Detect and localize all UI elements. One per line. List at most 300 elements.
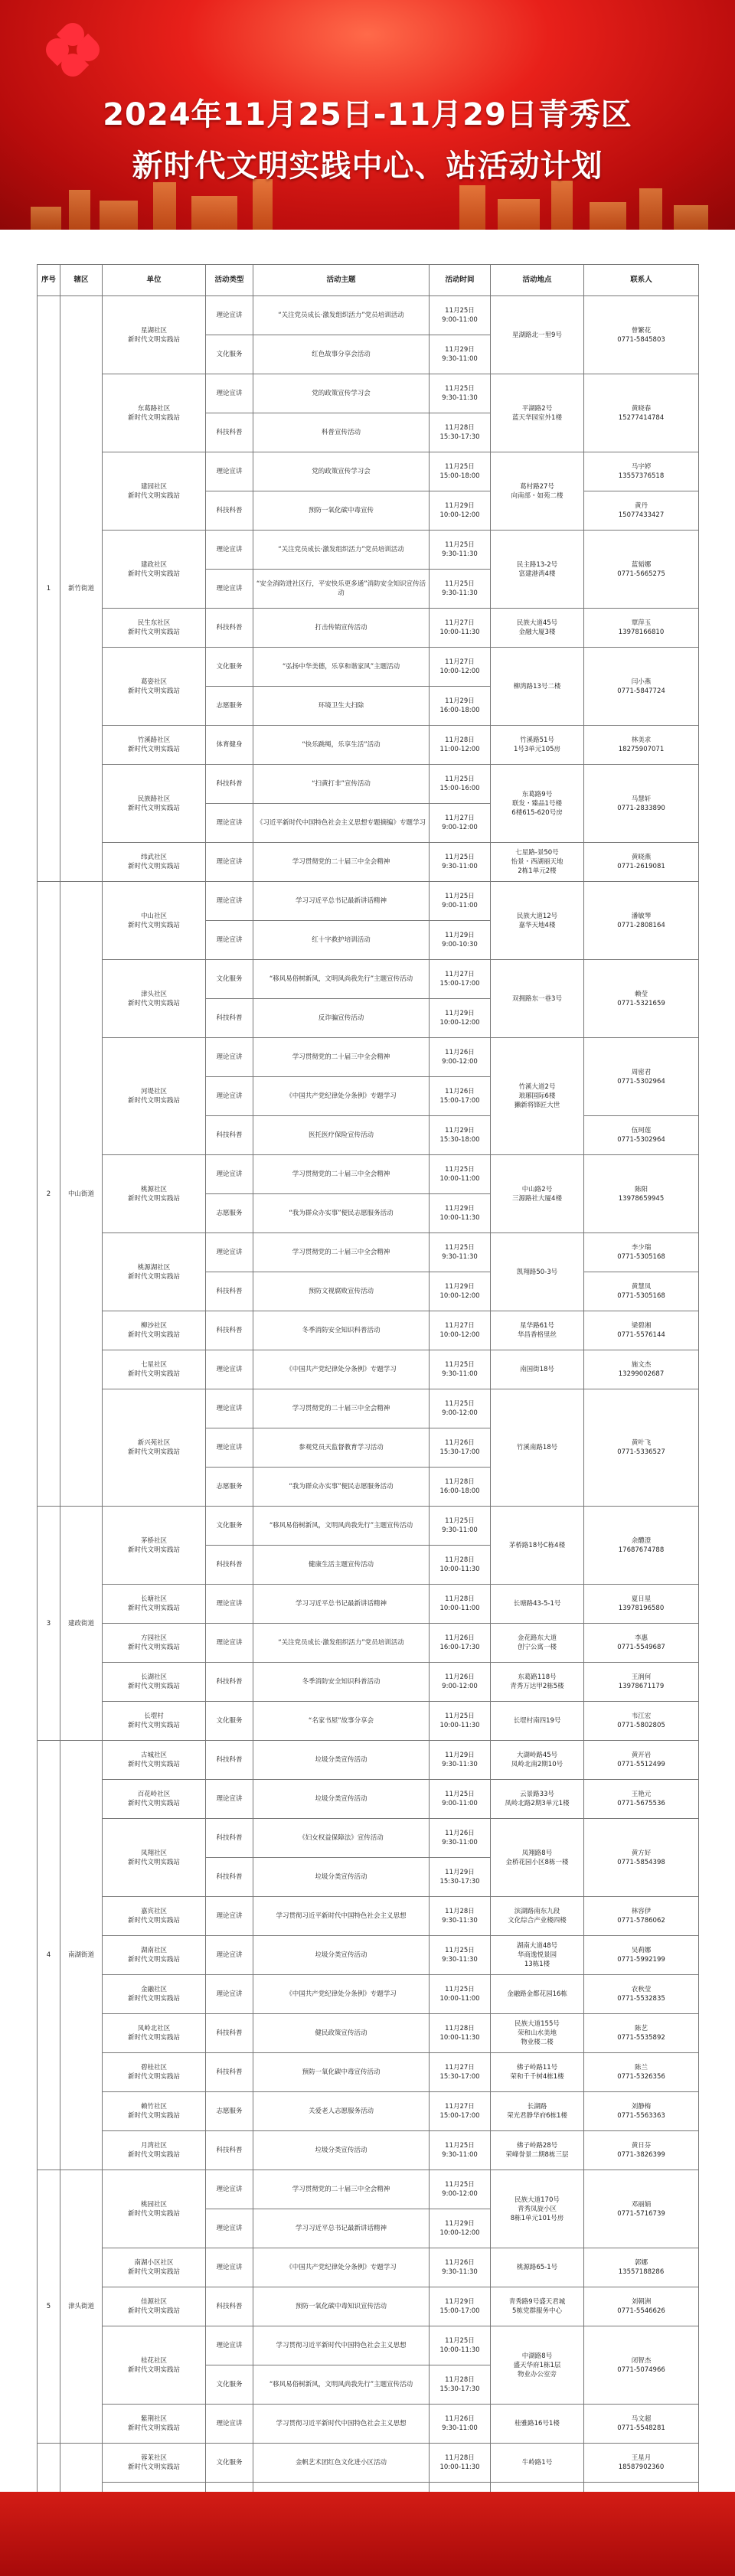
theme-cell: “移风易俗树新风，文明风尚我先行”主题宣传活动	[253, 2365, 430, 2405]
type-cell: 理论宣讲	[206, 531, 253, 570]
time-cell: 11月27日 15:30-17:00	[430, 2053, 491, 2092]
theme-cell: “扫黄打非”宣传活动	[253, 765, 430, 804]
theme-cell: 垃圾分类宣传活动	[253, 1936, 430, 1975]
theme-cell: 党的政策宣传学习会	[253, 452, 430, 491]
flower-logo-icon	[46, 23, 100, 77]
location-cell: 葛村路27号 向南部・如苑二楼	[491, 452, 584, 531]
type-cell: 科技科普	[206, 1663, 253, 1702]
contact-cell: 黄叶飞 0771-5336527	[584, 1389, 699, 1507]
time-cell: 11月29日 10:00-11:30	[430, 1194, 491, 1233]
theme-cell: 学习贯彻习近平新时代中国特色社会主义思想	[253, 1897, 430, 1936]
time-cell: 11月25日 9:00-11:00	[430, 1780, 491, 1819]
column-header: 联系人	[584, 265, 699, 296]
location-cell: 佛子岭路28号 荣峰誉景二期8栋三层	[491, 2131, 584, 2170]
unit-cell: 湖南社区 新时代文明实践站	[103, 1936, 206, 1975]
theme-cell: 学习习近平总书记最新讲话精神	[253, 2209, 430, 2248]
location-cell: 中山路2号 三源路社大厦4楼	[491, 1155, 584, 1233]
time-cell: 11月29日 9:00-10:30	[430, 921, 491, 960]
time-cell: 11月25日 9:30-11:00	[430, 1350, 491, 1389]
type-cell: 理论宣讲	[206, 1233, 253, 1272]
type-cell: 科技科普	[206, 1741, 253, 1780]
table-row	[38, 1389, 699, 1428]
theme-cell: 冬季消防安全知识科普活动	[253, 1311, 430, 1350]
time-cell: 11月28日 10:00-11:30	[430, 1546, 491, 1585]
time-cell: 11月28日 11:00-12:00	[430, 726, 491, 765]
type-cell: 理论宣讲	[206, 2209, 253, 2248]
page-title-line2: 新时代文明实践中心、站活动计划	[132, 149, 603, 184]
type-cell: 志愿服务	[206, 687, 253, 726]
activity-table-container	[37, 264, 698, 2561]
location-cell: 双拥路东一巷3号	[491, 960, 584, 1038]
theme-cell: 学习贯彻党的二十届三中全会精神	[253, 1155, 430, 1194]
column-header: 序号	[38, 265, 60, 296]
unit-cell: 长塘社区 新时代文明实践站	[103, 1585, 206, 1624]
type-cell: 文化服务	[206, 335, 253, 374]
location-cell: 民族大道45号 金融大厦3楼	[491, 609, 584, 648]
theme-cell: “我为群众办实事”便民志愿服务活动	[253, 1194, 430, 1233]
type-cell: 文化服务	[206, 1507, 253, 1546]
contact-cell: 黄慧凤 0771-5305168	[584, 1272, 699, 1311]
contact-cell: 刘朝洲 0771-5546626	[584, 2287, 699, 2326]
table-row	[38, 1819, 699, 1858]
unit-cell: 民生东社区 新时代文明实践站	[103, 609, 206, 648]
type-cell: 科技科普	[206, 2014, 253, 2053]
theme-cell: 医托医疗保险宣传活动	[253, 1116, 430, 1155]
contact-cell: 马宇婷 13557376518	[584, 452, 699, 491]
type-cell: 理论宣讲	[206, 1038, 253, 1077]
type-cell: 文化服务	[206, 648, 253, 687]
contact-cell: 闭智杰 0771-5074966	[584, 2326, 699, 2405]
location-cell: 滨湖路南东九段 文化综合产业楼四楼	[491, 1897, 584, 1936]
location-cell: 青秀路9号盛天君城 5栋党群服务中心	[491, 2287, 584, 2326]
time-cell: 11月29日 9:30-11:30	[430, 1741, 491, 1780]
type-cell: 文化服务	[206, 2365, 253, 2405]
time-cell: 11月25日 10:00-11:00	[430, 1155, 491, 1194]
location-cell: 金融路金都花园16栋	[491, 1975, 584, 2014]
type-cell: 理论宣讲	[206, 804, 253, 843]
unit-cell: 津头社区 新时代文明实践站	[103, 960, 206, 1038]
theme-cell: 冬季消防安全知识科普活动	[253, 1663, 430, 1702]
time-cell: 11月25日 9:30-11:00	[430, 1507, 491, 1546]
time-cell: 11月27日 9:00-12:00	[430, 804, 491, 843]
table-row	[38, 609, 699, 648]
table-row	[38, 2170, 699, 2209]
theme-cell: 预防一氧化碳中毒宣传活动	[253, 2053, 430, 2092]
contact-cell: 黄晓春 15277414784	[584, 374, 699, 452]
time-cell: 11月28日 9:30-11:30	[430, 1897, 491, 1936]
contact-cell: 黄方好 0771-5854398	[584, 1819, 699, 1897]
theme-cell: 预防一氧化碳中毒宣传	[253, 491, 430, 531]
column-header: 辖区	[60, 265, 103, 296]
unit-cell: 凤翔社区 新时代文明实践站	[103, 1819, 206, 1897]
time-cell: 11月28日 10:00-11:30	[430, 2444, 491, 2483]
table-row	[38, 531, 699, 570]
location-cell: 佛子岭路11号 荣和千千树4栋1楼	[491, 2053, 584, 2092]
time-cell: 11月26日 9:00-12:00	[430, 1663, 491, 1702]
unit-cell: 月湾社区 新时代文明实践站	[103, 2131, 206, 2170]
contact-cell: 伍珂莲 0771-5302964	[584, 1116, 699, 1155]
contact-cell: 夏日星 13978196580	[584, 1585, 699, 1624]
type-cell: 科技科普	[206, 1858, 253, 1897]
unit-cell: 金融社区 新时代文明实践站	[103, 1975, 206, 2014]
theme-cell: “我为群众办实事”便民志愿服务活动	[253, 1468, 430, 1507]
theme-cell: 关爱老人志愿服务活动	[253, 2092, 430, 2131]
type-cell: 科技科普	[206, 765, 253, 804]
time-cell: 11月29日 10:00-12:00	[430, 491, 491, 531]
district-cell: 津头街道	[60, 2170, 103, 2444]
time-cell: 11月25日 9:30-11:30	[430, 531, 491, 570]
theme-cell: 科普宣传活动	[253, 413, 430, 452]
time-cell: 11月25日 9:30-11:30	[430, 570, 491, 609]
theme-cell: 打击传销宣传活动	[253, 609, 430, 648]
type-cell: 理论宣讲	[206, 570, 253, 609]
theme-cell: 反诈骗宣传活动	[253, 999, 430, 1038]
table-row	[38, 2131, 699, 2170]
contact-cell: 余醴澄 17687674788	[584, 1507, 699, 1585]
type-cell: 理论宣讲	[206, 1428, 253, 1468]
time-cell: 11月25日 15:00-18:00	[430, 452, 491, 491]
table-row	[38, 1936, 699, 1975]
unit-cell: 东葛路社区 新时代文明实践站	[103, 374, 206, 452]
unit-cell: 南湖小区社区 新时代文明实践站	[103, 2248, 206, 2287]
theme-cell: 《妇女权益保障法》宣传活动	[253, 1819, 430, 1858]
location-cell: 凤翔路8号 金桥花园小区8栋一楼	[491, 1819, 584, 1897]
contact-cell: 陈兰 0771-5326356	[584, 2053, 699, 2092]
location-cell: 平湖路2号 蓝天华园室外1楼	[491, 374, 584, 452]
contact-cell: 王艳元 0771-5675536	[584, 1780, 699, 1819]
theme-cell: 参观党员天监督教育学习活动	[253, 1428, 430, 1468]
theme-cell: “关注党员成长·激发组织活力”党员培训活动	[253, 1624, 430, 1663]
location-cell: 中湖路8号 盛天华府1栋1层 物业办公室旁	[491, 2326, 584, 2405]
contact-cell: 覃萍玉 13978166810	[584, 609, 699, 648]
unit-cell: 桃园社区 新时代文明实践站	[103, 2170, 206, 2248]
theme-cell: 学习贯彻党的二十届三中全会精神	[253, 1038, 430, 1077]
seq-cell: 2	[38, 882, 60, 1507]
theme-cell: 预防一氧化碳中毒知识宣传活动	[253, 2287, 430, 2326]
unit-cell: 蓉茉社区 新时代文明实践站	[103, 2444, 206, 2483]
theme-cell: 垃圾分类宣传活动	[253, 1741, 430, 1780]
theme-cell: 环境卫生大扫除	[253, 687, 430, 726]
table-row	[38, 1663, 699, 1702]
table-row	[38, 296, 699, 335]
theme-cell: “移风易俗树新风，文明风尚我先行”主题宣传活动	[253, 1507, 430, 1546]
table-body	[38, 296, 699, 2561]
type-cell: 理论宣讲	[206, 296, 253, 335]
time-cell: 11月25日 9:00-11:00	[430, 882, 491, 921]
unit-cell: 葛姿社区 新时代文明实践站	[103, 648, 206, 726]
type-cell: 理论宣讲	[206, 1155, 253, 1194]
location-cell: 竹溪南路18号	[491, 1389, 584, 1507]
time-cell: 11月28日 15:30-17:30	[430, 2365, 491, 2405]
type-cell: 科技科普	[206, 1311, 253, 1350]
unit-cell: 河堤社区 新时代文明实践站	[103, 1038, 206, 1155]
contact-cell: 黄日芬 0771-3826399	[584, 2131, 699, 2170]
theme-cell: 金帆艺术团红色文化进小区活动	[253, 2444, 430, 2483]
table-row	[38, 960, 699, 999]
type-cell: 理论宣讲	[206, 2248, 253, 2287]
contact-cell: 陈阳 13978659945	[584, 1155, 699, 1233]
unit-cell: 紫荆社区 新时代文明实践站	[103, 2405, 206, 2444]
type-cell: 理论宣讲	[206, 921, 253, 960]
theme-cell: 红色故事分享会活动	[253, 335, 430, 374]
table-row	[38, 1155, 699, 1194]
unit-cell: 凤岭北社区 新时代文明实践站	[103, 2014, 206, 2053]
contact-cell: 吴莉娜 0771-5992199	[584, 1936, 699, 1975]
contact-cell: 林容伊 0771-5786062	[584, 1897, 699, 1936]
table-row	[38, 1038, 699, 1077]
theme-cell: 党的政策宣传学习会	[253, 374, 430, 413]
location-cell: 牛岭路1号	[491, 2444, 584, 2483]
location-cell: 竹溪路51号 1号3单元105房	[491, 726, 584, 765]
time-cell: 11月29日 10:00-12:00	[430, 2209, 491, 2248]
table-row	[38, 1507, 699, 1546]
table-row	[38, 843, 699, 882]
theme-cell: 《中国共产党纪律处分条例》专题学习	[253, 1077, 430, 1116]
location-cell: 东葛路9号 联发・臻品1号楼 6楼615-620号房	[491, 765, 584, 843]
type-cell: 理论宣讲	[206, 1077, 253, 1116]
time-cell: 11月27日 10:00-11:30	[430, 609, 491, 648]
type-cell: 科技科普	[206, 609, 253, 648]
location-cell: 桃源路65-1号	[491, 2248, 584, 2287]
unit-cell: 新兴苑社区 新时代文明实践站	[103, 1389, 206, 1507]
location-cell: 星华路61号 华昌香格里丝	[491, 1311, 584, 1350]
page-title-line1: 2024年11月25日-11月29日青秀区	[103, 97, 632, 132]
type-cell: 理论宣讲	[206, 1897, 253, 1936]
location-cell: 茅桥路18号C栋4楼	[491, 1507, 584, 1585]
contact-cell: 闫小燕 0771-5847724	[584, 648, 699, 726]
unit-cell: 碧桂社区 新时代文明实践站	[103, 2053, 206, 2092]
unit-cell: 方园社区 新时代文明实践站	[103, 1624, 206, 1663]
theme-cell: 学习贯彻党的二十届三中全会精神	[253, 2170, 430, 2209]
table-row	[38, 2405, 699, 2444]
location-cell: 七星路-景50号 怡景・西湖丽天地 2栋1单元2楼	[491, 843, 584, 882]
table-row	[38, 2248, 699, 2287]
time-cell: 11月29日 10:00-12:00	[430, 1272, 491, 1311]
time-cell: 11月26日 9:30-11:00	[430, 2405, 491, 2444]
column-header: 活动类型	[206, 265, 253, 296]
unit-cell: 建园社区 新时代文明实践站	[103, 452, 206, 531]
time-cell: 11月25日 9:30-11:00	[430, 2131, 491, 2170]
time-cell: 11月25日 9:30-11:00	[430, 843, 491, 882]
time-cell: 11月25日 10:00-11:30	[430, 2326, 491, 2365]
table-header-row	[38, 265, 699, 296]
unit-cell: 柳沙社区 新时代文明实践站	[103, 1311, 206, 1350]
theme-cell: 学习贯彻党的二十届三中全会精神	[253, 1233, 430, 1272]
contact-cell: 梁碧湘 0771-5576144	[584, 1311, 699, 1350]
table-row	[38, 2287, 699, 2326]
contact-cell: 马慧轩 0771-2833890	[584, 765, 699, 843]
location-cell: 竹溪大道2号 琅琊国际6楼 獭新将锋匠大世	[491, 1038, 584, 1155]
location-cell: 民主路13-2号 富建港湾4楼	[491, 531, 584, 609]
contact-cell: 施文杰 13299002687	[584, 1350, 699, 1389]
activity-table	[37, 264, 699, 2561]
unit-cell: 七星社区 新时代文明实践站	[103, 1350, 206, 1389]
type-cell: 志愿服务	[206, 1468, 253, 1507]
contact-cell: 陈艺 0771-5535892	[584, 2014, 699, 2053]
theme-cell: “关注党员成长·激发组织活力”党员培训活动	[253, 296, 430, 335]
theme-cell: 健康生活主题宣传活动	[253, 1546, 430, 1585]
seq-cell: 4	[38, 1741, 60, 2170]
unit-cell: 桂花社区 新时代文明实践站	[103, 2326, 206, 2405]
time-cell: 11月28日 15:30-17:30	[430, 413, 491, 452]
location-cell: 长堽村南四19号	[491, 1702, 584, 1741]
contact-cell: 林美求 18275907071	[584, 726, 699, 765]
table-row	[38, 1897, 699, 1936]
unit-cell: 嘉宾社区 新时代文明实践站	[103, 1897, 206, 1936]
unit-cell: 桃源社区 新时代文明实践站	[103, 1155, 206, 1233]
time-cell: 11月27日 15:00-17:00	[430, 960, 491, 999]
table-row	[38, 2014, 699, 2053]
contact-cell: 邓丽娟 0771-5716739	[584, 2170, 699, 2248]
time-cell: 11月26日 9:00-12:00	[430, 1038, 491, 1077]
contact-cell: 郭娜 13557188286	[584, 2248, 699, 2287]
theme-cell: 学习贯彻习近平新时代中国特色社会主义思想	[253, 2405, 430, 2444]
contact-cell: 李惠 0771-5549687	[584, 1624, 699, 1663]
table-row	[38, 1311, 699, 1350]
time-cell: 11月29日 10:00-12:00	[430, 999, 491, 1038]
contact-cell: 马文超 0771-5548281	[584, 2405, 699, 2444]
unit-cell: 民族路社区 新时代文明实践站	[103, 765, 206, 843]
contact-cell: 潘敏琴 0771-2808164	[584, 882, 699, 960]
type-cell: 体育健身	[206, 726, 253, 765]
theme-cell: 预防文视腐败宣传活动	[253, 1272, 430, 1311]
unit-cell: 长堽村 新时代文明实践站	[103, 1702, 206, 1741]
table-row	[38, 1975, 699, 2014]
unit-cell: 桃源湖社区 新时代文明实践站	[103, 1233, 206, 1311]
theme-cell: “弘扬中华美德，乐享和谐家风”主题活动	[253, 648, 430, 687]
theme-cell: 《中国共产党纪律处分条例》专题学习	[253, 1975, 430, 2014]
type-cell: 科技科普	[206, 1546, 253, 1585]
theme-cell: 学习贯彻党的二十届三中全会精神	[253, 843, 430, 882]
type-cell: 理论宣讲	[206, 1936, 253, 1975]
type-cell: 理论宣讲	[206, 1624, 253, 1663]
theme-cell: “关注党员成长·激发组织活力”党员培训活动	[253, 531, 430, 570]
unit-cell: 长湖社区 新时代文明实践站	[103, 1663, 206, 1702]
table-row	[38, 1624, 699, 1663]
table-row	[38, 1585, 699, 1624]
district-cell: 南湖街道	[60, 1741, 103, 2170]
location-cell: 东葛路118号 青秀万达甲2栋5楼	[491, 1663, 584, 1702]
location-cell: 柳湾路13号二楼	[491, 648, 584, 726]
time-cell: 11月26日 15:00-17:00	[430, 1077, 491, 1116]
time-cell: 11月25日 10:00-11:30	[430, 1702, 491, 1741]
unit-cell: 古城社区 新时代文明实践站	[103, 1741, 206, 1780]
unit-cell: 茅桥社区 新时代文明实践站	[103, 1507, 206, 1585]
time-cell: 11月26日 15:30-17:00	[430, 1428, 491, 1468]
type-cell: 理论宣讲	[206, 1350, 253, 1389]
location-cell: 湖南大道48号 华商逸悦景园 13栋1楼	[491, 1936, 584, 1975]
location-cell: 南国街18号	[491, 1350, 584, 1389]
type-cell: 科技科普	[206, 1819, 253, 1858]
type-cell: 理论宣讲	[206, 1389, 253, 1428]
type-cell: 理论宣讲	[206, 882, 253, 921]
theme-cell: 垃圾分类宣传活动	[253, 1780, 430, 1819]
theme-cell: 红十字救护培训活动	[253, 921, 430, 960]
location-cell: 长塘路43-5-1号	[491, 1585, 584, 1624]
type-cell: 文化服务	[206, 1702, 253, 1741]
header-banner	[0, 0, 735, 230]
theme-cell: 学习习近平总书记最新讲话精神	[253, 1585, 430, 1624]
theme-cell: 健民政策宣传活动	[253, 2014, 430, 2053]
table-row	[38, 2444, 699, 2483]
contact-cell: 周密君 0771-5302964	[584, 1038, 699, 1116]
table-row	[38, 2326, 699, 2365]
location-cell: 长湖路 荣光君静华府6栋1楼	[491, 2092, 584, 2131]
type-cell: 理论宣讲	[206, 2405, 253, 2444]
type-cell: 文化服务	[206, 2444, 253, 2483]
table-row	[38, 374, 699, 413]
contact-cell: 农秋莹 0771-5532835	[584, 1975, 699, 2014]
type-cell: 理论宣讲	[206, 2170, 253, 2209]
unit-cell: 中山社区 新时代文明实践站	[103, 882, 206, 960]
unit-cell: 星湖社区 新时代文明实践站	[103, 296, 206, 374]
type-cell: 理论宣讲	[206, 374, 253, 413]
type-cell: 理论宣讲	[206, 1780, 253, 1819]
type-cell: 志愿服务	[206, 2092, 253, 2131]
theme-cell: 垃圾分类宣传活动	[253, 1858, 430, 1897]
district-cell: 建政街道	[60, 1507, 103, 1741]
table-row	[38, 1780, 699, 1819]
contact-cell: 韦江宏 0771-5802805	[584, 1702, 699, 1741]
table-row	[38, 1350, 699, 1389]
theme-cell: 学习贯彻习近平新时代中国特色社会主义思想	[253, 2326, 430, 2365]
unit-cell: 纬武社区 新时代文明实践站	[103, 843, 206, 882]
table-row	[38, 1233, 699, 1272]
theme-cell: “名家书屋”故事分享会	[253, 1702, 430, 1741]
table-row	[38, 765, 699, 804]
location-cell: 民族大道155号 荣和山水美地 物业楼二楼	[491, 2014, 584, 2053]
type-cell: 科技科普	[206, 491, 253, 531]
time-cell: 11月29日 9:30-11:00	[430, 335, 491, 374]
type-cell: 科技科普	[206, 1116, 253, 1155]
location-cell: 凯翔路50-3号	[491, 1233, 584, 1311]
theme-cell: 《中国共产党纪律处分条例》专题学习	[253, 2248, 430, 2287]
theme-cell: 学习贯彻党的二十届三中全会精神	[253, 1389, 430, 1428]
seq-cell: 5	[38, 2170, 60, 2444]
location-cell: 桂雅路16号1楼	[491, 2405, 584, 2444]
column-header: 单位	[103, 265, 206, 296]
contact-cell: 刘静梅 0771-5563363	[584, 2092, 699, 2131]
type-cell: 志愿服务	[206, 1194, 253, 1233]
type-cell: 科技科普	[206, 2131, 253, 2170]
contact-cell: 赖莹 0771-5321659	[584, 960, 699, 1038]
time-cell: 11月28日 16:00-18:00	[430, 1468, 491, 1507]
theme-cell: 垃圾分类宣传活动	[253, 2131, 430, 2170]
location-cell: 民族大道170号 青秀凤旋小区 8栋1单元101号房	[491, 2170, 584, 2248]
theme-cell: “快乐跳绳，乐享生活”活动	[253, 726, 430, 765]
type-cell: 理论宣讲	[206, 2326, 253, 2365]
type-cell: 理论宣讲	[206, 1975, 253, 2014]
contact-cell: 蓝韬娜 0771-5665275	[584, 531, 699, 609]
theme-cell: “移风易俗树新风，文明风尚我先行”主题宣传活动	[253, 960, 430, 999]
seq-cell: 3	[38, 1507, 60, 1741]
contact-cell: 王润何 13978671179	[584, 1663, 699, 1702]
time-cell: 11月25日 15:00-16:00	[430, 765, 491, 804]
unit-cell: 百花岭社区 新时代文明实践站	[103, 1780, 206, 1819]
time-cell: 11月25日 9:30-11:30	[430, 1936, 491, 1975]
table-row	[38, 882, 699, 921]
type-cell: 理论宣讲	[206, 843, 253, 882]
contact-cell: 黄晓燕 0771-2619081	[584, 843, 699, 882]
table-row	[38, 726, 699, 765]
time-cell: 11月29日 15:30-17:30	[430, 1858, 491, 1897]
time-cell: 11月25日 9:00-12:00	[430, 1389, 491, 1428]
time-cell: 11月25日 9:30-11:30	[430, 1233, 491, 1272]
contact-cell: 曾繁花 0771-5845803	[584, 296, 699, 374]
table-row	[38, 2053, 699, 2092]
time-cell: 11月27日 10:00-12:00	[430, 1311, 491, 1350]
contact-cell: 王星月 18587902360	[584, 2444, 699, 2483]
